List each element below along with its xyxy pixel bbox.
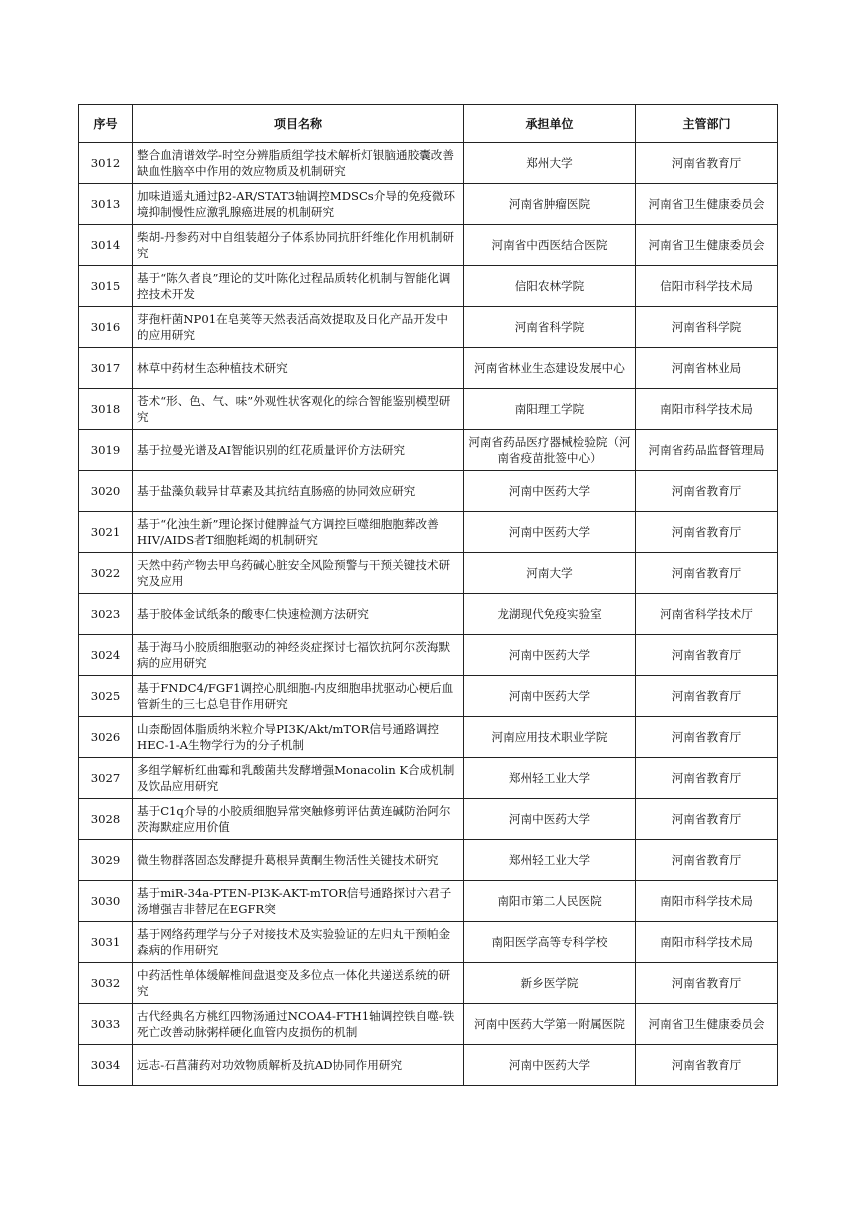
cell-project-name: 基于网络药理学与分子对接技术及实验验证的左归丸干预帕金森病的作用研究: [133, 922, 464, 963]
cell-no: 3030: [79, 881, 133, 922]
cell-no: 3021: [79, 512, 133, 553]
cell-project-name: 基于miR-34a-PTEN-PI3K-AKT-mTOR信号通路探讨六君子汤增强吉非替尼在EGFR突: [133, 881, 464, 922]
cell-no: 3031: [79, 922, 133, 963]
cell-no: 3016: [79, 307, 133, 348]
cell-unit: 河南省药品医疗器械检验院（河南省疫苗批签中心）: [464, 430, 636, 471]
cell-project-name: 基于“陈久者良”理论的艾叶陈化过程品质转化机制与智能化调控技术开发: [133, 266, 464, 307]
cell-unit: 河南中医药大学: [464, 512, 636, 553]
cell-dept: 河南省教育厅: [636, 553, 778, 594]
column-header-unit: 承担单位: [464, 105, 636, 143]
cell-unit: 河南省林业生态建设发展中心: [464, 348, 636, 389]
cell-project-name: 基于C1q介导的小胶质细胞异常突触修剪评估黄连碱防治阿尔茨海默症应用价值: [133, 799, 464, 840]
cell-dept: 南阳市科学技术局: [636, 881, 778, 922]
cell-no: 3029: [79, 840, 133, 881]
cell-project-name: 柴胡-丹参药对中自组装超分子体系协同抗肝纤维化作用机制研究: [133, 225, 464, 266]
table-row: [79, 184, 778, 225]
cell-dept: 河南省教育厅: [636, 471, 778, 512]
cell-unit: 信阳农林学院: [464, 266, 636, 307]
cell-project-name: 基于胶体金试纸条的酸枣仁快速检测方法研究: [133, 594, 464, 635]
table-row: [79, 717, 778, 758]
table-row: [79, 225, 778, 266]
cell-unit: 南阳医学高等专科学校: [464, 922, 636, 963]
table-row: [79, 348, 778, 389]
cell-unit: 河南省肿瘤医院: [464, 184, 636, 225]
cell-no: 3027: [79, 758, 133, 799]
cell-no: 3025: [79, 676, 133, 717]
table-row: [79, 635, 778, 676]
table-row: [79, 758, 778, 799]
cell-no: 3024: [79, 635, 133, 676]
cell-project-name: 基于海马小胶质细胞驱动的神经炎症探讨七福饮抗阿尔茨海默病的应用研究: [133, 635, 464, 676]
cell-unit: 河南省中西医结合医院: [464, 225, 636, 266]
table-row: [79, 307, 778, 348]
cell-no: 3018: [79, 389, 133, 430]
cell-project-name: 基于FNDC4/FGF1调控心肌细胞-内皮细胞串扰驱动心梗后血管新生的三七总皂苷作用研究: [133, 676, 464, 717]
cell-project-name: 基于拉曼光谱及AI智能识别的红花质量评价方法研究: [133, 430, 464, 471]
cell-dept: 河南省卫生健康委员会: [636, 225, 778, 266]
cell-dept: 河南省卫生健康委员会: [636, 1004, 778, 1045]
cell-project-name: 加味逍遥丸通过β2-AR/STAT3轴调控MDSCs介导的免疫微环境抑制慢性应激乳腺癌进展的机制研究: [133, 184, 464, 225]
cell-unit: 河南省科学院: [464, 307, 636, 348]
cell-project-name: 林草中药材生态种植技术研究: [133, 348, 464, 389]
cell-dept: 河南省教育厅: [636, 758, 778, 799]
cell-project-name: 古代经典名方桃红四物汤通过NCOA4-FTH1轴调控铁自噬-铁死亡改善动脉粥样硬化血管内皮损伤的机制: [133, 1004, 464, 1045]
cell-unit: 河南中医药大学: [464, 635, 636, 676]
cell-no: 3020: [79, 471, 133, 512]
cell-dept: 河南省教育厅: [636, 1045, 778, 1086]
cell-no: 3012: [79, 143, 133, 184]
table-row: [79, 840, 778, 881]
cell-no: 3014: [79, 225, 133, 266]
cell-no: 3013: [79, 184, 133, 225]
cell-project-name: 整合血清谱效学-时空分辨脂质组学技术解析灯银脑通胶囊改善缺血性脑卒中作用的效应物质及机制研究: [133, 143, 464, 184]
cell-dept: 南阳市科学技术局: [636, 922, 778, 963]
cell-unit: 河南大学: [464, 553, 636, 594]
project-table: [78, 104, 778, 1086]
cell-dept: 南阳市科学技术局: [636, 389, 778, 430]
cell-no: 3032: [79, 963, 133, 1004]
cell-dept: 河南省教育厅: [636, 840, 778, 881]
table-row: [79, 430, 778, 471]
cell-dept: 信阳市科学技术局: [636, 266, 778, 307]
cell-dept: 河南省教育厅: [636, 635, 778, 676]
cell-project-name: 微生物群落固态发酵提升葛根异黄酮生物活性关键技术研究: [133, 840, 464, 881]
cell-dept: 河南省教育厅: [636, 676, 778, 717]
table-row: [79, 389, 778, 430]
cell-dept: 河南省教育厅: [636, 963, 778, 1004]
table-row: [79, 553, 778, 594]
cell-dept: 河南省教育厅: [636, 512, 778, 553]
table-row: [79, 512, 778, 553]
table-header-row: [79, 105, 778, 143]
table-row: [79, 471, 778, 512]
cell-project-name: 苍术“形、色、气、味”外观性状客观化的综合智能鉴别模型研究: [133, 389, 464, 430]
cell-unit: 新乡医学院: [464, 963, 636, 1004]
cell-no: 3019: [79, 430, 133, 471]
table-row: [79, 676, 778, 717]
cell-no: 3015: [79, 266, 133, 307]
table-row: [79, 1045, 778, 1086]
cell-project-name: 天然中药产物去甲乌药碱心脏安全风险预警与干预关键技术研究及应用: [133, 553, 464, 594]
cell-no: 3034: [79, 1045, 133, 1086]
cell-unit: 郑州大学: [464, 143, 636, 184]
table-row: [79, 594, 778, 635]
cell-unit: 南阳市第二人民医院: [464, 881, 636, 922]
cell-unit: 河南中医药大学第一附属医院: [464, 1004, 636, 1045]
cell-dept: 河南省教育厅: [636, 799, 778, 840]
cell-unit: 龙湖现代免疫实验室: [464, 594, 636, 635]
cell-no: 3017: [79, 348, 133, 389]
cell-dept: 河南省药品监督管理局: [636, 430, 778, 471]
cell-project-name: 多组学解析红曲霉和乳酸菌共发酵增强Monacolin K合成机制及饮品应用研究: [133, 758, 464, 799]
cell-no: 3028: [79, 799, 133, 840]
cell-dept: 河南省教育厅: [636, 717, 778, 758]
table-row: [79, 143, 778, 184]
cell-project-name: 中药活性单体缓解椎间盘退变及多位点一体化共递送系统的研究: [133, 963, 464, 1004]
cell-dept: 河南省卫生健康委员会: [636, 184, 778, 225]
cell-project-name: 基于盐藻负载异甘草素及其抗结直肠癌的协同效应研究: [133, 471, 464, 512]
cell-project-name: 山柰酚固体脂质纳米粒介导PI3K/Akt/mTOR信号通路调控HEC-1-A生物学行为的分子机制: [133, 717, 464, 758]
table-row: [79, 266, 778, 307]
cell-project-name: 芽孢杆菌NP01在皂荚等天然表活高效提取及日化产品开发中的应用研究: [133, 307, 464, 348]
table-row: [79, 1004, 778, 1045]
cell-project-name: 远志-石菖蒲药对功效物质解析及抗AD协同作用研究: [133, 1045, 464, 1086]
cell-no: 3033: [79, 1004, 133, 1045]
cell-unit: 河南中医药大学: [464, 676, 636, 717]
cell-unit: 郑州轻工业大学: [464, 758, 636, 799]
cell-no: 3026: [79, 717, 133, 758]
column-header-name: 项目名称: [133, 105, 464, 143]
cell-unit: 河南中医药大学: [464, 471, 636, 512]
cell-dept: 河南省教育厅: [636, 143, 778, 184]
cell-dept: 河南省科学技术厅: [636, 594, 778, 635]
cell-no: 3022: [79, 553, 133, 594]
cell-unit: 郑州轻工业大学: [464, 840, 636, 881]
table-row: [79, 963, 778, 1004]
column-header-dept: 主管部门: [636, 105, 778, 143]
table-row: [79, 922, 778, 963]
cell-project-name: 基于“化浊生新”理论探讨健脾益气方调控巨噬细胞胞葬改善HIV/AIDS者T细胞耗竭的机制研究: [133, 512, 464, 553]
cell-unit: 河南应用技术职业学院: [464, 717, 636, 758]
cell-no: 3023: [79, 594, 133, 635]
table-row: [79, 881, 778, 922]
cell-dept: 河南省林业局: [636, 348, 778, 389]
cell-unit: 南阳理工学院: [464, 389, 636, 430]
cell-unit: 河南中医药大学: [464, 1045, 636, 1086]
cell-dept: 河南省科学院: [636, 307, 778, 348]
table-row: [79, 799, 778, 840]
column-header-no: 序号: [79, 105, 133, 143]
cell-unit: 河南中医药大学: [464, 799, 636, 840]
